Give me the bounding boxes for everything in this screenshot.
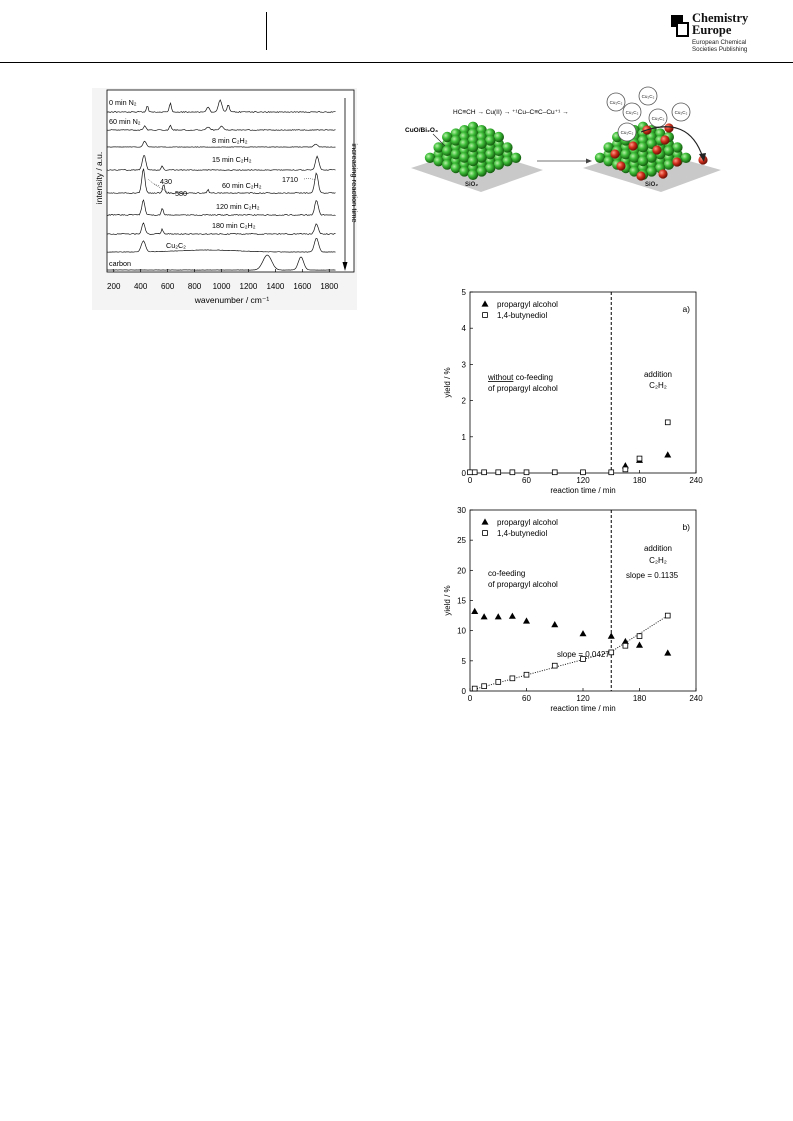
butynediol-point — [472, 686, 477, 691]
butynediol-point — [623, 643, 628, 648]
ytick-label: 20 — [457, 566, 466, 576]
raman-spectrum-label-0: 0 min N₂ — [109, 98, 137, 107]
annotation-3: C₂H₂ — [649, 556, 667, 565]
ytick-label: 2 — [461, 396, 466, 406]
x-axis-label: reaction time / min — [550, 486, 616, 495]
legend-butynediol: 1,4-butynediol — [497, 529, 548, 538]
support-left-label: SiO₂ — [465, 182, 479, 188]
annotation-0: co-feeding — [488, 569, 526, 578]
butynediol-point — [483, 531, 488, 536]
cu2c2-particle — [672, 157, 681, 166]
raman-xtick-label-0: 200 — [107, 282, 121, 291]
butynediol-point — [496, 680, 501, 685]
raman-spectrum-label-6: 180 min C₂H₂ — [212, 221, 256, 230]
logo-line2: Europe — [692, 23, 732, 37]
scheme-arrow-head — [586, 159, 592, 164]
ytick-label: 10 — [457, 626, 466, 636]
cu2c2-bubble-label-2: Cu₂C₂ — [625, 110, 639, 115]
cu2c2-particle — [636, 171, 645, 180]
butynediol-point — [510, 676, 515, 681]
ytick-label: 25 — [457, 536, 466, 546]
annotation-1: of propargyl alcohol — [488, 384, 558, 393]
raman-annot-580: 580 — [175, 189, 187, 198]
logo-line1: Chemistry — [692, 11, 749, 25]
ytick-label: 5 — [461, 656, 466, 666]
ytick-label: 1 — [461, 432, 466, 442]
annotation-1: of propargyl alcohol — [488, 580, 558, 589]
annotation-underlined-word: without — [488, 373, 514, 382]
ytick-label: 4 — [461, 324, 466, 334]
butynediol-point — [637, 634, 642, 639]
raman-xtick-label-8: 1800 — [320, 282, 339, 291]
y-axis-label: yield / % — [443, 585, 452, 616]
raman-xtick-label-4: 1000 — [212, 282, 231, 291]
cu2c2-particle — [652, 145, 661, 154]
butynediol-point — [482, 470, 487, 475]
logo-sub1: European Chemical — [692, 39, 747, 46]
raman-xtick-label-7: 1600 — [293, 282, 312, 291]
butynediol-point — [483, 313, 488, 318]
chemistry-europe-logo — [670, 12, 780, 56]
logo-subtitle — [692, 39, 747, 53]
logo-name — [692, 12, 748, 36]
header-divider — [266, 12, 267, 50]
cluster-sphere — [468, 170, 478, 180]
logo-sub2: Societies Publishing — [692, 46, 748, 53]
raman-xtick-label-6: 1400 — [266, 282, 285, 291]
cluster-sphere — [468, 156, 478, 166]
scheme-catalyst-label: CuO/Bi₂O₃ — [405, 127, 438, 134]
xtick-label: 180 — [632, 694, 647, 703]
cu2c2-bubble-label-0: Cu₂C₂ — [609, 100, 623, 105]
xtick-label: 240 — [689, 476, 703, 485]
annotation-5: slope = 0.1135 — [626, 571, 679, 580]
xtick-label: 60 — [522, 476, 531, 485]
reaction-scheme — [403, 88, 738, 208]
panel-label: a) — [682, 304, 690, 314]
cu2c2-bubble-label-5: Cu₂C₂ — [620, 130, 634, 135]
legend-propargyl: propargyl alcohol — [497, 518, 558, 527]
raman-annot-430: 430 — [160, 177, 172, 186]
chart-b — [440, 500, 705, 716]
butynediol-point — [552, 470, 557, 475]
xtick-label: 120 — [576, 476, 590, 485]
raman-spectrum-label-2: 8 min C₂H₂ — [212, 136, 248, 145]
butynediol-point — [510, 470, 515, 475]
y-axis-label: yield / % — [443, 367, 452, 398]
butynediol-point — [609, 470, 614, 475]
legend-butynediol: 1,4-butynediol — [497, 311, 548, 320]
raman-spectrum-label-1: 60 min N₂ — [109, 117, 141, 126]
cu2c2-particle — [660, 135, 669, 144]
annotation-3: C₂H₂ — [649, 381, 667, 390]
raman-xtick-label-2: 600 — [160, 282, 175, 291]
annotation-4: slope = 0.0427 — [557, 650, 610, 659]
xtick-label: 240 — [689, 694, 703, 703]
cu2c2-particle — [628, 141, 637, 150]
chart-a — [440, 282, 705, 498]
butynediol-point — [581, 470, 586, 475]
xtick-label: 60 — [522, 694, 531, 703]
ytick-label: 3 — [461, 360, 466, 370]
x-axis-label: reaction time / min — [550, 704, 616, 713]
xtick-label: 120 — [576, 694, 590, 703]
xtick-label: 0 — [467, 476, 473, 485]
butynediol-point — [524, 470, 529, 475]
logo-mark-icon — [670, 14, 690, 38]
butynediol-point — [623, 467, 628, 472]
cu2c2-bubble-label-1: Cu₂C₂ — [641, 94, 655, 99]
raman-ylabel: intensity / a.u. — [94, 151, 104, 205]
cu2c2-particle — [658, 169, 667, 178]
raman-xtick-label-5: 1200 — [239, 282, 258, 291]
scheme-reaction: HC≡CH → Cu(II) → ⁺¹Cu–C≡C–Cu⁺¹ → — [453, 109, 569, 116]
butynediol-point — [472, 470, 477, 475]
butynediol-point — [482, 684, 487, 689]
butynediol-point — [468, 470, 473, 475]
ytick-label: 0 — [461, 469, 466, 478]
butynediol-point — [496, 470, 501, 475]
annotation-2: addition — [643, 544, 673, 553]
raman-xtick-label-3: 800 — [187, 282, 202, 291]
cu2c2-particle — [664, 123, 673, 132]
raman-xtick-label-1: 400 — [133, 282, 148, 291]
butynediol-point — [524, 672, 529, 677]
butynediol-point — [665, 613, 670, 618]
raman-spectrum-label-8: carbon — [109, 259, 131, 268]
legend-propargyl: propargyl alcohol — [497, 300, 558, 309]
raman-spectrum-label-7: Cu₂C₂ — [166, 241, 186, 250]
butynediol-point — [637, 456, 642, 461]
cu2c2-bubble-label-3: Cu₂C₂ — [651, 116, 665, 121]
cu2c2-particle — [610, 149, 619, 158]
raman-spectrum-label-3: 15 min C₂H₂ — [212, 155, 252, 164]
raman-annot-1710: 1710 — [282, 175, 298, 184]
annotation-0 — [487, 373, 553, 382]
ytick-label: 30 — [457, 506, 466, 515]
xtick-label: 180 — [632, 476, 647, 485]
header-rule — [0, 62, 793, 63]
panel-label: b) — [682, 522, 690, 532]
raman-spectra-figure — [92, 88, 357, 310]
support-right-label: SiO₂ — [645, 182, 659, 188]
raman-spectrum-label-5: 120 min C₂H₂ — [216, 202, 260, 211]
cu2c2-particle — [616, 161, 625, 170]
annotation-2: addition — [643, 370, 673, 379]
butynediol-point — [552, 663, 557, 668]
ytick-label: 15 — [457, 596, 466, 606]
cluster-sphere — [468, 142, 478, 152]
xtick-label: 0 — [467, 694, 473, 703]
ytick-label: 5 — [461, 288, 466, 297]
cu2c2-bubble-label-4: Cu₂C₂ — [674, 110, 688, 115]
butynediol-point — [665, 420, 670, 425]
annotation-rest: co-feeding — [513, 373, 553, 382]
raman-spectrum-label-4: 60 min C₂H₂ — [222, 181, 262, 190]
cluster-sphere — [638, 142, 648, 152]
raman-xlabel: wavenumber / cm⁻¹ — [194, 295, 270, 305]
raman-arrow-label: increasing reaction time — [350, 143, 359, 223]
cluster-sphere — [638, 156, 648, 166]
ytick-label: 0 — [461, 687, 466, 696]
